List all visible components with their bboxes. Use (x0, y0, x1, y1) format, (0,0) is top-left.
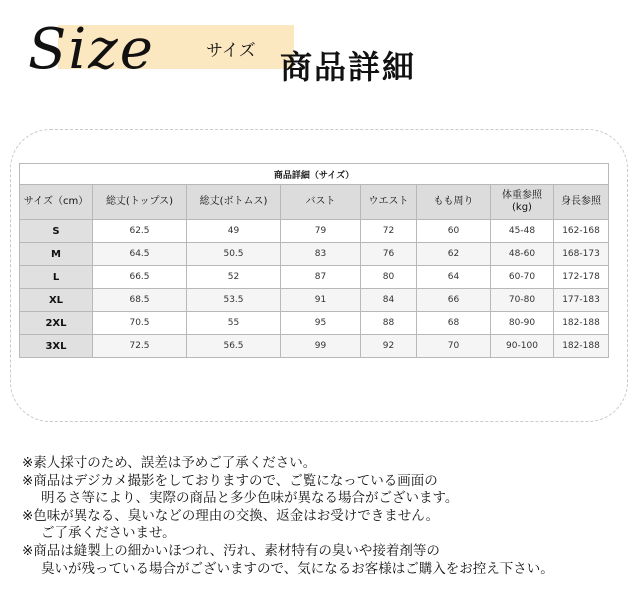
table-header-cell: 身長参照 (554, 185, 609, 220)
table-cell: 182-188 (554, 335, 609, 358)
size-label-cell: M (20, 243, 93, 266)
table-cell: 95 (281, 312, 361, 335)
table-cell: 83 (281, 243, 361, 266)
note-line: ※商品は縫製上の細かいほつれ、汚れ、素材特有の臭いや接着剤等の (22, 542, 440, 559)
table-cell: 182-188 (554, 312, 609, 335)
table-cell: 88 (361, 312, 417, 335)
table-cell: 66.5 (93, 266, 187, 289)
table-row (20, 266, 609, 289)
table-cell: 72 (361, 220, 417, 243)
table-cell: 62.5 (93, 220, 187, 243)
table-header-cell: 体重参照 (kg) (491, 185, 554, 220)
page-header (0, 0, 640, 110)
note-line: 明るさ等により、実際の商品と多少色味が異なる場合がございます。 (41, 490, 459, 507)
size-label-cell: L (20, 266, 93, 289)
table-cell: 48-60 (491, 243, 554, 266)
note-line: ご了承くださいませ。 (41, 525, 176, 542)
table-cell: 90-100 (491, 335, 554, 358)
table-header-row (20, 185, 609, 220)
page-title: 商品詳細 (280, 48, 417, 86)
table-cell: 80 (361, 266, 417, 289)
table-header-cell: 総丈(トップス) (93, 185, 187, 220)
table-cell: 79 (281, 220, 361, 243)
table-row (20, 312, 609, 335)
size-table (19, 163, 609, 358)
table-cell: 92 (361, 335, 417, 358)
table-cell: 45-48 (491, 220, 554, 243)
table-header-cell: バスト (281, 185, 361, 220)
table-cell: 68.5 (93, 289, 187, 312)
size-label-cell: 3XL (20, 335, 93, 358)
table-cell: 70 (417, 335, 491, 358)
table-cell: 172-178 (554, 266, 609, 289)
table-cell: 68 (417, 312, 491, 335)
size-label-cell: 2XL (20, 312, 93, 335)
notes (22, 455, 622, 578)
table-cell: 168-173 (554, 243, 609, 266)
table-cell: 55 (187, 312, 281, 335)
table-cell: 76 (361, 243, 417, 266)
table-cell: 66 (417, 289, 491, 312)
size-script-title: Size (28, 17, 155, 82)
table-cell: 99 (281, 335, 361, 358)
note-line: 臭いが残っている場合がございますので、気になるお客様はご購入をお控え下さい。 (41, 560, 554, 577)
table-cell: 162-168 (554, 220, 609, 243)
table-cell: 60-70 (491, 266, 554, 289)
table-cell: 84 (361, 289, 417, 312)
table-cell: 91 (281, 289, 361, 312)
table-cell: 62 (417, 243, 491, 266)
table-cell: 80-90 (491, 312, 554, 335)
note-line: ※商品はデジカメ撮影をしておりますので、ご覧になっている画面の (22, 472, 438, 489)
table-cell: 64.5 (93, 243, 187, 266)
table-row (20, 220, 609, 243)
table-cell: 49 (187, 220, 281, 243)
table-header-cell: もも周り (417, 185, 491, 220)
table-cell: 70.5 (93, 312, 187, 335)
table-row (20, 243, 609, 266)
note-line: ※素人採寸のため、誤差は予めご了承ください。 (22, 455, 317, 471)
table-cell: 87 (281, 266, 361, 289)
table-header-cell: ウエスト (361, 185, 417, 220)
table-cell: 64 (417, 266, 491, 289)
table-cell: 70-80 (491, 289, 554, 312)
size-subtitle: サイズ (206, 41, 256, 61)
table-header-cell: サイズ（cm） (20, 185, 93, 220)
table-caption: 商品詳細（サイズ） (20, 164, 609, 185)
size-label-cell: S (20, 220, 93, 243)
table-header-cell: 総丈(ボトムス) (187, 185, 281, 220)
table-cell: 60 (417, 220, 491, 243)
table-cell: 50.5 (187, 243, 281, 266)
table-cell: 53.5 (187, 289, 281, 312)
table-row (20, 335, 609, 358)
size-label-cell: XL (20, 289, 93, 312)
note-line: ※色味が異なる、臭いなどの理由の交換、返金はお受けできません。 (22, 507, 440, 524)
table-cell: 56.5 (187, 335, 281, 358)
table-cell: 177-183 (554, 289, 609, 312)
table-cell: 52 (187, 266, 281, 289)
table-cell: 72.5 (93, 335, 187, 358)
table-row (20, 289, 609, 312)
